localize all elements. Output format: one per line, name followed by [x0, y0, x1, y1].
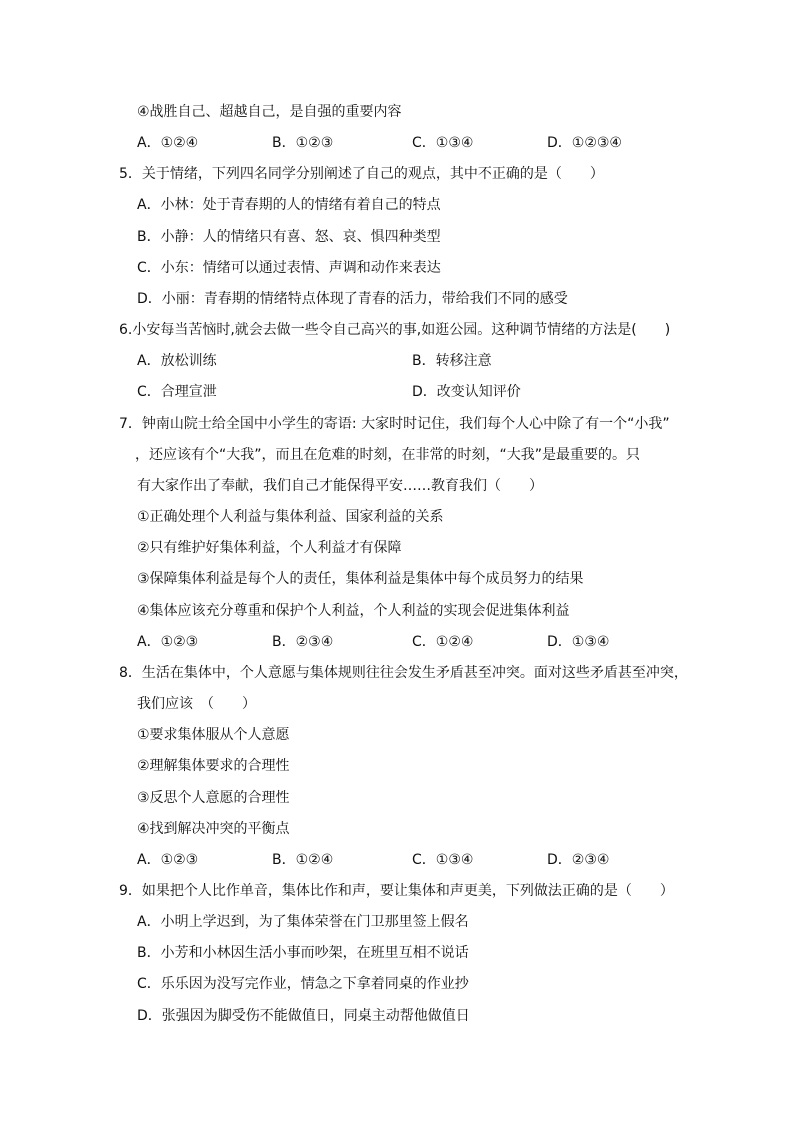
- q6-option-c: C．合理宣泄: [137, 384, 217, 400]
- q7-item-3: ③保障集体利益是每个人的责任，集体利益是集体中每个成员努力的结果: [137, 571, 584, 587]
- q8-item-1: ①要求集体服从个人意愿: [137, 727, 290, 743]
- q5-option-b: B．小静：人的情绪只有喜、怒、哀、惧四种类型: [137, 229, 441, 245]
- q4-item-4: ④战胜自己、超越自己，是自强的重要内容: [137, 104, 402, 120]
- q7-item-1: ①正确处理个人利益与集体利益、国家利益的关系: [137, 509, 444, 525]
- q7-item-2: ②只有维护好集体利益，个人利益才有保障: [137, 540, 402, 556]
- q4-option-c: C．①③④: [412, 135, 474, 151]
- q4-option-d: D．①②③④: [547, 135, 622, 151]
- q8-option-b: B．①②④: [272, 852, 334, 868]
- q8-stem-line-1: 8．生活在集体中，个人意愿与集体规则往往会发生矛盾甚至冲突。面对这些矛盾甚至冲突，: [119, 665, 688, 681]
- q7-item-4: ④集体应该充分尊重和保护个人利益，个人利益的实现会促进集体利益: [137, 603, 570, 619]
- q9-option-b: B．小芳和小林因生活小事而吵架，在班里互相不说话: [137, 945, 469, 961]
- q5-option-a: A．小林：处于青春期的人的情绪有着自己的特点: [137, 197, 441, 213]
- q7-stem-line-3: 有大家作出了奉献，我们自己才能保得平安……教育我们（ ）: [137, 478, 543, 494]
- q8-option-a: A．①②③: [137, 852, 199, 868]
- q9-option-c: C．乐乐因为没写完作业，情急之下拿着同桌的作业抄: [137, 976, 469, 992]
- q7-stem-line-2: ，还应该有个“大我”，而且在危难的时刻，在非常的时刻，“大我”是最重要的。只: [135, 447, 641, 463]
- q8-item-3: ③反思个人意愿的合理性: [137, 790, 290, 806]
- q9-stem: 9．如果把个人比作单音，集体比作和声，要让集体和声更美，下列做法正确的是（ ）: [119, 883, 674, 899]
- q6-option-d: D．改变认知评价: [412, 384, 521, 400]
- q6-option-b: B．转移注意: [412, 353, 492, 369]
- q7-option-c: C．①②④: [412, 634, 474, 650]
- q8-stem-line-2: 我们应该 （ ）: [137, 696, 256, 712]
- q5-stem: 5．关于情绪，下列四名同学分别阐述了自己的观点，其中不正确的是（ ）: [119, 166, 604, 182]
- q8-option-d: D．②③④: [547, 852, 610, 868]
- q5-option-d: D．小丽：青春期的情绪特点体现了青春的活力，带给我们不同的感受: [137, 291, 568, 307]
- q7-option-b: B．②③④: [272, 634, 334, 650]
- q8-option-c: C．①③④: [412, 852, 474, 868]
- q9-option-a: A．小明上学迟到，为了集体荣誉在门卫那里签上假名: [137, 914, 469, 930]
- q6-option-a: A．放松训练: [137, 353, 217, 369]
- q9-option-d: D．张强因为脚受伤不能做值日，同桌主动帮他做值日: [137, 1008, 470, 1024]
- q6-stem: 6.小安每当苦恼时,就会去做一些令自己高兴的事,如逛公园。这种调节情绪的方法是( ): [119, 322, 671, 338]
- q7-option-d: D．①③④: [547, 634, 610, 650]
- q8-item-2: ②理解集体要求的合理性: [137, 758, 290, 774]
- q5-option-c: C．小东：情绪可以通过表情、声调和动作来表达: [137, 260, 441, 276]
- q7-stem-line-1: 7．钟南山院士给全国中小学生的寄语: 大家时时记住，我们每个人心中除了有一个“小我”: [119, 416, 670, 432]
- q4-option-a: A．①②④: [137, 135, 199, 151]
- q4-option-b: B．①②③: [272, 135, 334, 151]
- q7-option-a: A．①②③: [137, 634, 199, 650]
- q8-item-4: ④找到解决冲突的平衡点: [137, 821, 290, 837]
